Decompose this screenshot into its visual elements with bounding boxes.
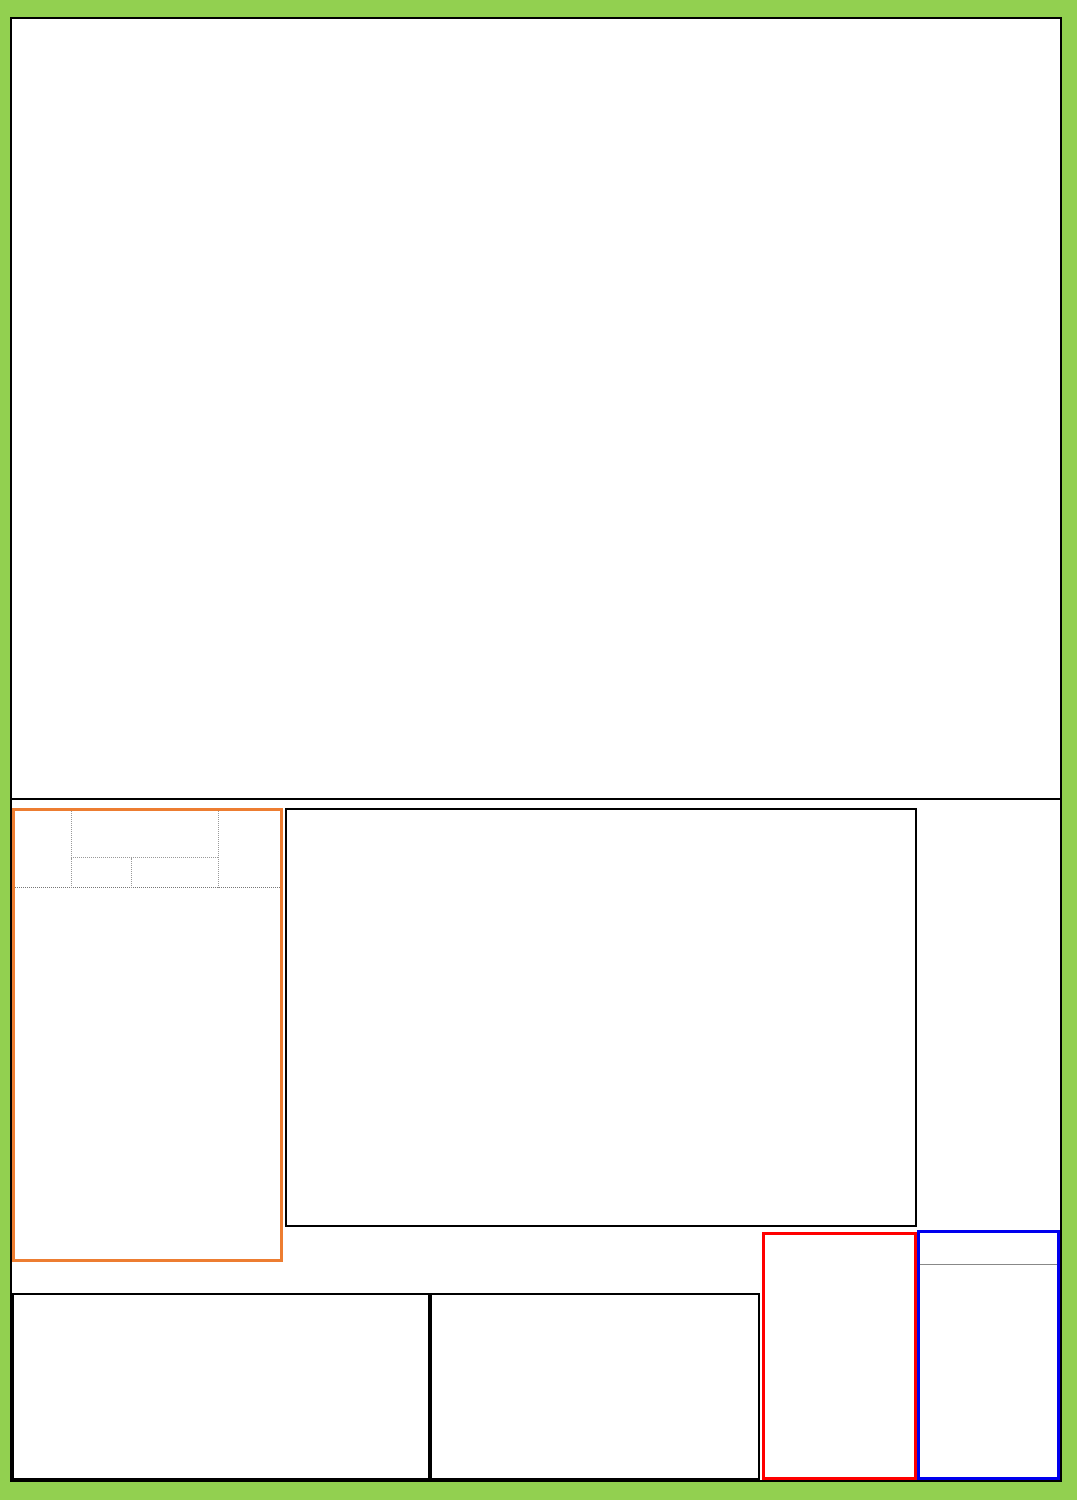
counts-column <box>917 808 1060 1227</box>
missing-zodiac-box <box>762 1232 917 1480</box>
zodiac-output-table-mid <box>430 1293 760 1480</box>
header-zodiac <box>15 811 71 888</box>
header-before-swap <box>71 858 131 888</box>
zodiac-stats-header <box>15 811 280 888</box>
title-row <box>12 19 1060 62</box>
frequency-table <box>285 808 917 1227</box>
zodiac-output-table-left <box>12 1293 430 1480</box>
zodiac-stats-table <box>12 808 283 1262</box>
header-after-swap <box>131 858 218 888</box>
segment-stats-rows <box>920 1265 1057 1477</box>
section-divider <box>12 798 1060 800</box>
segment-stats-box <box>917 1230 1060 1480</box>
missing-zodiac-rows <box>765 1291 914 1477</box>
header-count <box>71 811 218 858</box>
missing-zodiac-title <box>765 1235 914 1291</box>
note-row <box>12 1262 760 1293</box>
stats-sheet <box>10 17 1062 1482</box>
zodiac-stats-rows <box>15 888 280 1259</box>
header-recent-period <box>218 811 284 888</box>
segment-stats-title <box>920 1233 1057 1265</box>
